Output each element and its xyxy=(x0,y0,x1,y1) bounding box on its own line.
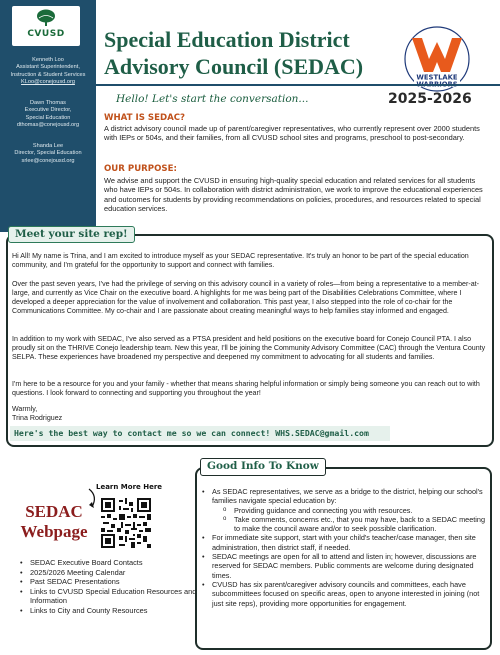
list-item: • SEDAC Executive Board Contacts xyxy=(18,558,198,568)
webpage-links-list xyxy=(18,558,198,616)
learn-more-label: Learn More Here xyxy=(96,483,163,491)
webpage-title xyxy=(14,502,94,542)
good-info-tab: Good Info To Know xyxy=(200,458,326,476)
good-info-list xyxy=(200,487,488,608)
info-item-1: As SEDAC representatives, we serve as a bridge to the district, helping our school's families navigate special education by: xyxy=(212,487,483,506)
arrow-icon xyxy=(86,488,100,510)
list-item: • For immediate site support, start with your child's teacher/case manager, then site administration, then district staff, if needed. xyxy=(200,533,488,552)
contact-3 xyxy=(2,143,94,165)
list-item xyxy=(200,487,488,533)
title-line-1: Special Education District xyxy=(104,27,350,52)
contact-name: Shanda Lee xyxy=(32,143,64,149)
tagline: Hello! Let's start the conversation... xyxy=(116,93,309,105)
westlake-warriors-logo xyxy=(392,26,482,92)
info-sub-list xyxy=(212,506,488,534)
contact-title: Executive Director, xyxy=(24,107,72,114)
rep-signoff: Warmly, xyxy=(12,405,38,413)
contact-email[interactable]: dthomas@conejousd.org xyxy=(16,122,80,129)
school-year: 2025-2026 xyxy=(388,91,472,107)
list-item: • Links to City and County Resources xyxy=(18,606,198,616)
contact-name: Kenneth Loo xyxy=(32,57,64,63)
contact-name: Dawn Thomas xyxy=(30,100,66,106)
contact-2 xyxy=(2,100,94,130)
qr-code[interactable] xyxy=(101,498,151,548)
contact-title: Instruction & Student Services xyxy=(10,71,86,78)
webpage-title-line-2: Webpage xyxy=(20,522,88,541)
sidebar xyxy=(0,0,96,232)
contact-1 xyxy=(2,57,94,87)
purpose-text: We advise and support the CVUSD in ensuring high-quality special education and related services for all students who have IEPs or 504s. In collaboration with district administration, we work to improve the educational experiences and outcomes for students by providing recommendations on policies, procedures, and resources related to special education services. xyxy=(104,176,483,213)
list-item: • Links to CVUSD Special Education Resources and Information xyxy=(18,587,198,606)
what-is-text: A district advisory council made up of parent/caregiver representatives, who currently represent over 2000 students with IEPs or 504s, and their families, from all CVUSD school sites and programs, preschool to post-secondary. xyxy=(104,124,480,143)
contact-title: Assistant Superintendent, xyxy=(16,64,80,71)
list-item: • 2025/2026 Meeting Calendar xyxy=(18,568,198,578)
webpage-title-line-1: SEDAC xyxy=(25,502,83,521)
logo-line-1: WESTLAKE xyxy=(416,73,458,82)
rep-paragraph-3: In addition to my work with SEDAC, I've also served as a PTSA president and held positions on the executive board for Conejo Council PTA. I also proudly sit on the THRIVE Conejo leadership team. New this year, I'll be joining the Community Advisory Committee (CAC) through the Ventura County SELPA. These experiences have broadened my perspective and deepened my commitment to advocating for all students and families. xyxy=(12,335,486,361)
what-is-heading: WHAT IS SEDAC? xyxy=(104,113,186,123)
rep-paragraph-2: Over the past seven years, I've had the privilege of serving on this advisory council in a variety of roles—from being a representative to a member-at-large, and currently as Vice Chair on the executive board. A highlights for me was being part of the Disabilities Celebrations Committee, where I developed a deeper appreciation for the value of involvement and collaboration. This past year, I also stepped into the role of co-chair for the Communications Committee. My co-chair and I are passionate about creating meaningful ways to help families stay informed and engaged. xyxy=(12,280,480,315)
list-item: • Past SEDAC Presentations xyxy=(18,577,198,587)
page-title xyxy=(104,26,389,80)
rep-name: Trina Rodriguez xyxy=(12,414,63,422)
contact-email-link[interactable]: KLoo@conejousd.org xyxy=(21,79,75,86)
logo-text: CVUSD xyxy=(27,29,65,39)
header-divider xyxy=(96,84,500,86)
tree-icon xyxy=(36,9,56,27)
site-rep-tab: Meet your site rep! xyxy=(8,226,135,243)
sub-list-item: o Take comments, concerns etc., that you may have, back to a SEDAC meeting to make the council aware and/or to seek possible clarification. xyxy=(222,515,488,534)
rep-contact-bar[interactable]: Here's the best way to contact me so we can connect! WHS.SEDAC@gmail.com xyxy=(10,426,390,441)
contact-title: Director, Special Education xyxy=(14,150,82,157)
purpose-heading: OUR PURPOSE: xyxy=(104,164,177,174)
list-item: • SEDAC meetings are open for all to attend and listen in; however, discussions are reserved for SEDAC members. Public comments are welcome during designated times. xyxy=(200,552,488,580)
cvusd-logo xyxy=(12,6,80,46)
title-line-2: Advisory Council (SEDAC) xyxy=(104,54,364,79)
contact-title: Special Education xyxy=(25,114,71,121)
rep-paragraph-1: Hi All! My name is Trina, and I am excited to introduce myself as your SEDAC representative. It's truly an honor to be part of the special education community, and I'm grateful for the opportunity to support and connect with families. xyxy=(12,252,469,269)
sub-list-item: o Providing guidance and connecting you with resources. xyxy=(222,506,488,515)
rep-paragraph-4: I'm here to be a resource for you and your family - whether that means sharing helpful information or simply being someone you can reach out to with questions. I look forward to connecting and supporting you throughout the year! xyxy=(12,380,480,397)
list-item: • CVUSD has six parent/caregiver advisory councils and committees, each have subcommittees focused on specific areas, open to anyone interested in joining (not just site reps), providing more opportunities for engagement. xyxy=(200,580,488,608)
contact-email[interactable]: srlee@conejousd.org xyxy=(21,157,75,164)
